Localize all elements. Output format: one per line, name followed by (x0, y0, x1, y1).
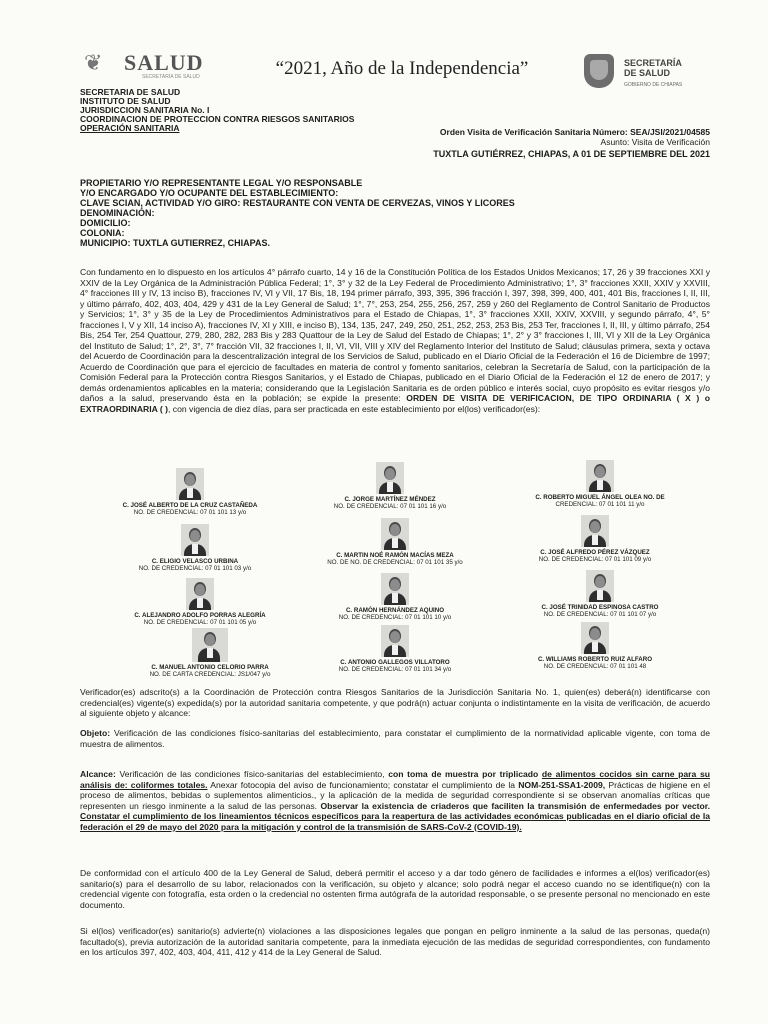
verifier-cred-label: NO. DE NO. DE CREDENCIAL: (327, 559, 415, 566)
assigned-paragraph: Verificador(es) adscrito(s) a la Coordinación de Protección contra Riesgos Sanitarios de la Jurisdicción Sanitaria No. 1, quien(es) deberá(n) identificarse con credencial(es) vigente(s) expedida(s) por la autoridad sanitaria competente, y que podrá(n) actuar conjunta o indistintamente en la visita de verificación, de acuerdo al siguiente objeto y alcance: (80, 687, 710, 718)
department-block (80, 88, 354, 133)
field-line: CLAVE SCIAN, ACTIVIDAD Y/O GIRO: RESTAURANTE CON VENTA DE CERVEZAS, VINOS Y LICORES (80, 198, 515, 208)
verifier-cred-label: NO. DE CREDENCIAL: (133, 509, 199, 516)
objeto-paragraph (80, 728, 710, 749)
verifier-photo (181, 524, 209, 556)
verifier-name: C. JOSÉ TRINIDAD ESPINOSA CASTRO (541, 604, 659, 611)
field-line: Y/O ENCARGADO Y/O OCUPANTE DEL ESTABLECIMIENTO: (80, 188, 339, 198)
verifier-card (495, 460, 705, 508)
verifier-cred-label: NO. DE CREDENCIAL: (338, 614, 404, 621)
alcance-text: Prácticas de higiene en el proceso de alimentos, bebidas o suplementos alimenticios., y la aplicación de la medida de seguridad correspondiente si se observan anomalías críticas que representen un riesgo inminente a la salud de las personas. (80, 779, 710, 811)
dept-line: INSTITUTO DE SALUD (80, 96, 171, 106)
verifier-photo (186, 578, 214, 610)
verifier-name: C. RAMÓN HERNÁNDEZ AQUINO (345, 607, 445, 614)
alcance-text: Verificación de las condiciones físico-sanitarias del establecimiento, (115, 769, 389, 779)
verifier-photo (586, 570, 614, 602)
verifier-cred-number: 07 01 101 09 y/o (605, 556, 652, 563)
field-line: PROPIETARIO Y/O REPRESENTANTE LEGAL Y/O RESPONSABLE (80, 178, 363, 188)
verifier-cred-label: NO. DE CREDENCIAL: (333, 503, 399, 510)
order-date: TUXTLA GUTIÉRREZ, CHIAPAS, A 01 DE SEPTIEMBRE DEL 2021 (433, 149, 710, 159)
field-line: DENOMINACIÓN: (80, 208, 155, 218)
salud-logo-word: SALUD (124, 50, 204, 75)
alcance-label: Alcance: (80, 769, 116, 779)
secretaria-logo-line2: DE SALUD (624, 68, 671, 78)
dept-line: SECRETARIA DE SALUD (80, 87, 181, 97)
secretaria-logo-line1: SECRETARÍA (624, 58, 682, 68)
verifier-photo (176, 468, 204, 500)
verifier-name: C. ELIGIO VELASCO URBINA (151, 558, 239, 565)
dept-line: COORDINACION DE PROTECCION CONTRA RIESGOS SANITARIOS (80, 114, 355, 124)
alcance-sample: con toma de muestra por triplicado (388, 769, 542, 779)
dept-line: OPERACIÓN SANITARIA (80, 123, 180, 133)
alcance-covid: Constatar el cumplimiento de los lineamientos técnicos específicos para la reapertura de las actividades económicas publicadas en el diario oficial de la federación el 29 de mayo del 2020 para la mitigación y control de la transmisión de SARS-CoV-2 (COVID-19). (80, 811, 710, 832)
verifier-card (305, 462, 475, 510)
verifier-card (115, 628, 305, 678)
salud-logo (84, 50, 214, 80)
verifier-cred-number: 07 01 101 35 y/o (416, 559, 463, 566)
alcance-text: Anexar fotocopia del aviso de funcionamiento; constatar el cumplimiento de la (207, 779, 519, 790)
verifier-cred-label: NO. DE CREDENCIAL: (138, 565, 204, 572)
year-motto: “2021, Año de la Independencia” (275, 58, 529, 79)
alcance-vector: Observar la existencia de criaderos que faciliten la transmisión de enfermedades por vector. (320, 800, 710, 811)
order-type: ORDEN DE VISITA DE VERIFICACION, DE TIPO ORDINARIA ( X ) o EXTRAORDINARIA ( ) (80, 393, 710, 414)
alcance-paragraph (80, 769, 710, 832)
verifier-cred-number: 07 01 101 03 y/o (205, 565, 252, 572)
verifier-cred-number: 07 01 101 10 y/o (405, 614, 452, 621)
verifier-name: C. MANUEL ANTONIO CELORIO PARRA (151, 664, 269, 671)
field-line: COLONIA: (80, 228, 125, 238)
verifier-photo (381, 625, 409, 657)
verifier-cred-number: JS1/047 y/o (237, 671, 271, 678)
verifier-photo (376, 462, 404, 494)
verifier-cred-number: 07 01 101 16 y/o (400, 503, 447, 510)
alcance-analysis: de alimentos cocidos sin carne para su análisis de: coliformes totales. (80, 769, 710, 790)
verifier-cred-label: NO. DE CREDENCIAL: (543, 611, 609, 618)
verifier-photo (381, 573, 409, 605)
order-block (433, 127, 710, 159)
secretaria-logo (584, 54, 714, 94)
salud-logo-sub: SECRETARÍA DE SALUD (142, 74, 200, 80)
alcance-nom: NOM-251-SSA1-2009, (518, 779, 606, 790)
order-number: Orden Visita de Verificación Sanitaria Número: SEA/JSI/2021/04585 (439, 127, 710, 137)
dove-logo-icon: ❦ (84, 50, 103, 75)
dept-line: JURISDICCION SANITARIA No. I (80, 105, 210, 115)
verifier-photo (581, 622, 609, 654)
establishment-fields (80, 178, 515, 248)
objeto-text: Verificación de las condiciones físico-sanitarias del establecimiento, para constatar el cumplimiento de la normatividad aplicable vigente, con toma de muestra de alimentos. (80, 728, 710, 749)
verifier-photo (192, 628, 228, 662)
conformidad-paragraph: De conformidad con el artículo 400 de la Ley General de Salud, deberá permitir el acceso y a dar todo género de facilidades e informes a el(los) verificador(es) sanitario(s) para el desarrollo de su labor, relacionados con la verificación, su objeto y alcance; solo podrá negar el acceso cuando no se identifique(n) con la credencial vigente con fotografía, esta orden o la credencial no ostenten firma autógrafa de la autoridad responsable, o se presente personal no mencionado en este documento. (80, 868, 710, 910)
verifier-cred-number: 07 01 101 13 y/o (200, 509, 247, 516)
state-seal-icon (584, 54, 614, 88)
legal-basis-text: Con fundamento en lo dispuesto en los artículos 4° párrafo cuarto, 14 y 16 de la Constitución Política de los Estados Unidos Mexicanos; 17, 26 y 39 fracciones XXI y XXIV de la Ley Orgánica de la Administración Pública Federal; 1°, 3° y 32 de la Ley Federal de Procedimiento Administrativo; 1°, 3° fracciones XXII, XXIV y XXVIII, 4° fracciones III y IV, 13 inciso B), fracciones IV, VI y VII, 17 Bis, 18, 194 primer párrafo, 393, 395, 396 fracción I, 397, 398, 399, 400, 401, 401 Bis, fracciones I, II, III, y último párrafo, 402, 403, 404, 429 y 431 de la Ley General de Salud; 1°, 7°, 253, 254, 255, 256, 257, 259 y 260 del Reglamento de Control Sanitario de Productos y Servicios; 1°, 3° y 35 de la Ley de Procedimientos Administrativos para el Estado de Chiapas, 1°, 3° fracciones XXII, XXIV, XXVIII, y segundo párrafo, 4°, 5° fracciones I, V y XII, 14 inciso A), fracciones IV, XI y XIII, e inciso B), 134, 135, 247, 249, 250, 251, 252, 253, 253 Bis, 253 Ter, fracciones I, II, III, y último párrafo, 254 Bis, 254 Ter, 254 Quattour, 279, 280, 282, 283 Bis y 283 Quattour de la Ley de Salud del Estado de Chiapas; 1°, 2° y 3° fracciones I, III, VI y XII de la Ley Orgánica del Instituto de Salud; 1°, 2°, 3°, 7° fracción VII, 32 fracciones I, II, VI, VII, VIII y XIV del Reglamento Interior del Instituto de Salud; cláusulas primera, sexta y octava del Acuerdo de Coordinación para la descentralización integral de los Servicios de Salud, publicado en el Diario Oficial de la Federación el 16 de Diciembre de 1997; Acuerdo de Coordinación que para el ejercicio de facultades en materia de control y fomento sanitarios, celebran la Secretaría de Salud, con la participación de la Comisión Federal para la Protección contra Riesgos Sanitarios, y el Estado de Chiapas, publicado en el Diario Oficial de la Federación el 12 de enero de 2017; y demás ordenamientos aplicables en la materia; considerando que la Legislación Sanitaria es de orden público e interés social, cuyo propósito es evitar riesgos y/o daños a la salud, preservando ésta en la población; se expide la presente: (80, 267, 710, 403)
riesgo-paragraph: Si el(los) verificador(es) sanitario(s) advierte(n) violaciones a las disposiciones legales que pongan en peligro inminente a la salud de las personas, queda(n) facultado(s), previa autorización de la autoridad sanitaria competente, para la inmediata ejecución de las medidas de seguridad correspondientes, con fundamento en los artículos 397, 402, 403, 404, 411, 412 y 414 de la Ley General de Salud. (80, 926, 710, 957)
verifier-card (310, 625, 480, 673)
verifier-name: C. JOSÉ ALFREDO PÉREZ VÁZQUEZ (540, 549, 650, 556)
verifier-cred-label: NO. DE CREDENCIAL: (538, 556, 604, 563)
objeto-label: Objeto: (80, 728, 111, 738)
verifier-cred-label: CREDENCIAL: (555, 501, 598, 508)
legal-basis-paragraph (80, 267, 710, 414)
field-line: DOMICILIO: (80, 218, 131, 228)
verifier-card (310, 573, 480, 621)
secretaria-logo-line3: GOBIERNO DE CHIAPAS (624, 82, 683, 88)
verifier-cred-number: 07 01 101 05 y/o (210, 619, 257, 626)
verifier-name: C. ROBERTO MIGUEL ÁNGEL OLEA NO. DE (535, 494, 665, 501)
verifier-photo (581, 515, 609, 547)
verifier-card (310, 518, 480, 566)
verifier-card (110, 524, 280, 572)
verifier-photo (381, 518, 409, 550)
verifier-name: C. WILLIAMS ROBERTO RUIZ ALFARO (537, 656, 653, 663)
verifier-name: C. JORGE MARTÍNEZ MÉNDEZ (344, 496, 436, 503)
verifier-cred-label: NO. DE CREDENCIAL: (543, 663, 609, 670)
verifier-cred-number: 07 01 101 11 y/o (598, 501, 645, 508)
order-subject: Asunto: Visita de Verificación (600, 137, 710, 147)
field-line: MUNICIPIO: TUXTLA GUTIERREZ, CHIAPAS. (80, 238, 270, 248)
verifier-card (505, 570, 695, 618)
verifier-cred-number: 07 01 101 48 (610, 663, 647, 670)
verifier-cred-label: NO. DE CREDENCIAL: (338, 666, 404, 673)
verifier-photo (586, 460, 614, 492)
verifier-name: C. JOSÉ ALBERTO DE LA CRUZ CASTAÑEDA (122, 502, 258, 509)
verifier-cred-label: NO. DE CREDENCIAL: (143, 619, 209, 626)
verifier-name: C. MARTIN NOÉ RAMÓN MACÍAS MEZA (336, 552, 454, 559)
verifier-name: C. ALEJANDRO ADOLFO PORRAS ALEGRÍA (134, 612, 266, 619)
verifier-card (500, 515, 690, 563)
legal-basis-tail: , con vigencia de diez días, para ser practicada en este establecimiento por el(los) verificador(es): (168, 403, 541, 414)
verifier-card (505, 622, 685, 670)
verifier-cred-number: 07 01 101 07 y/o (610, 611, 657, 618)
verifier-card (90, 468, 290, 516)
verifier-cred-number: 07 01 101 34 y/o (405, 666, 452, 673)
verifier-card (105, 578, 295, 626)
verifier-name: C. ANTONIO GALLEGOS VILLATORO (340, 659, 450, 666)
verifier-cred-label: NO. DE CARTA CREDENCIAL: (149, 671, 236, 678)
